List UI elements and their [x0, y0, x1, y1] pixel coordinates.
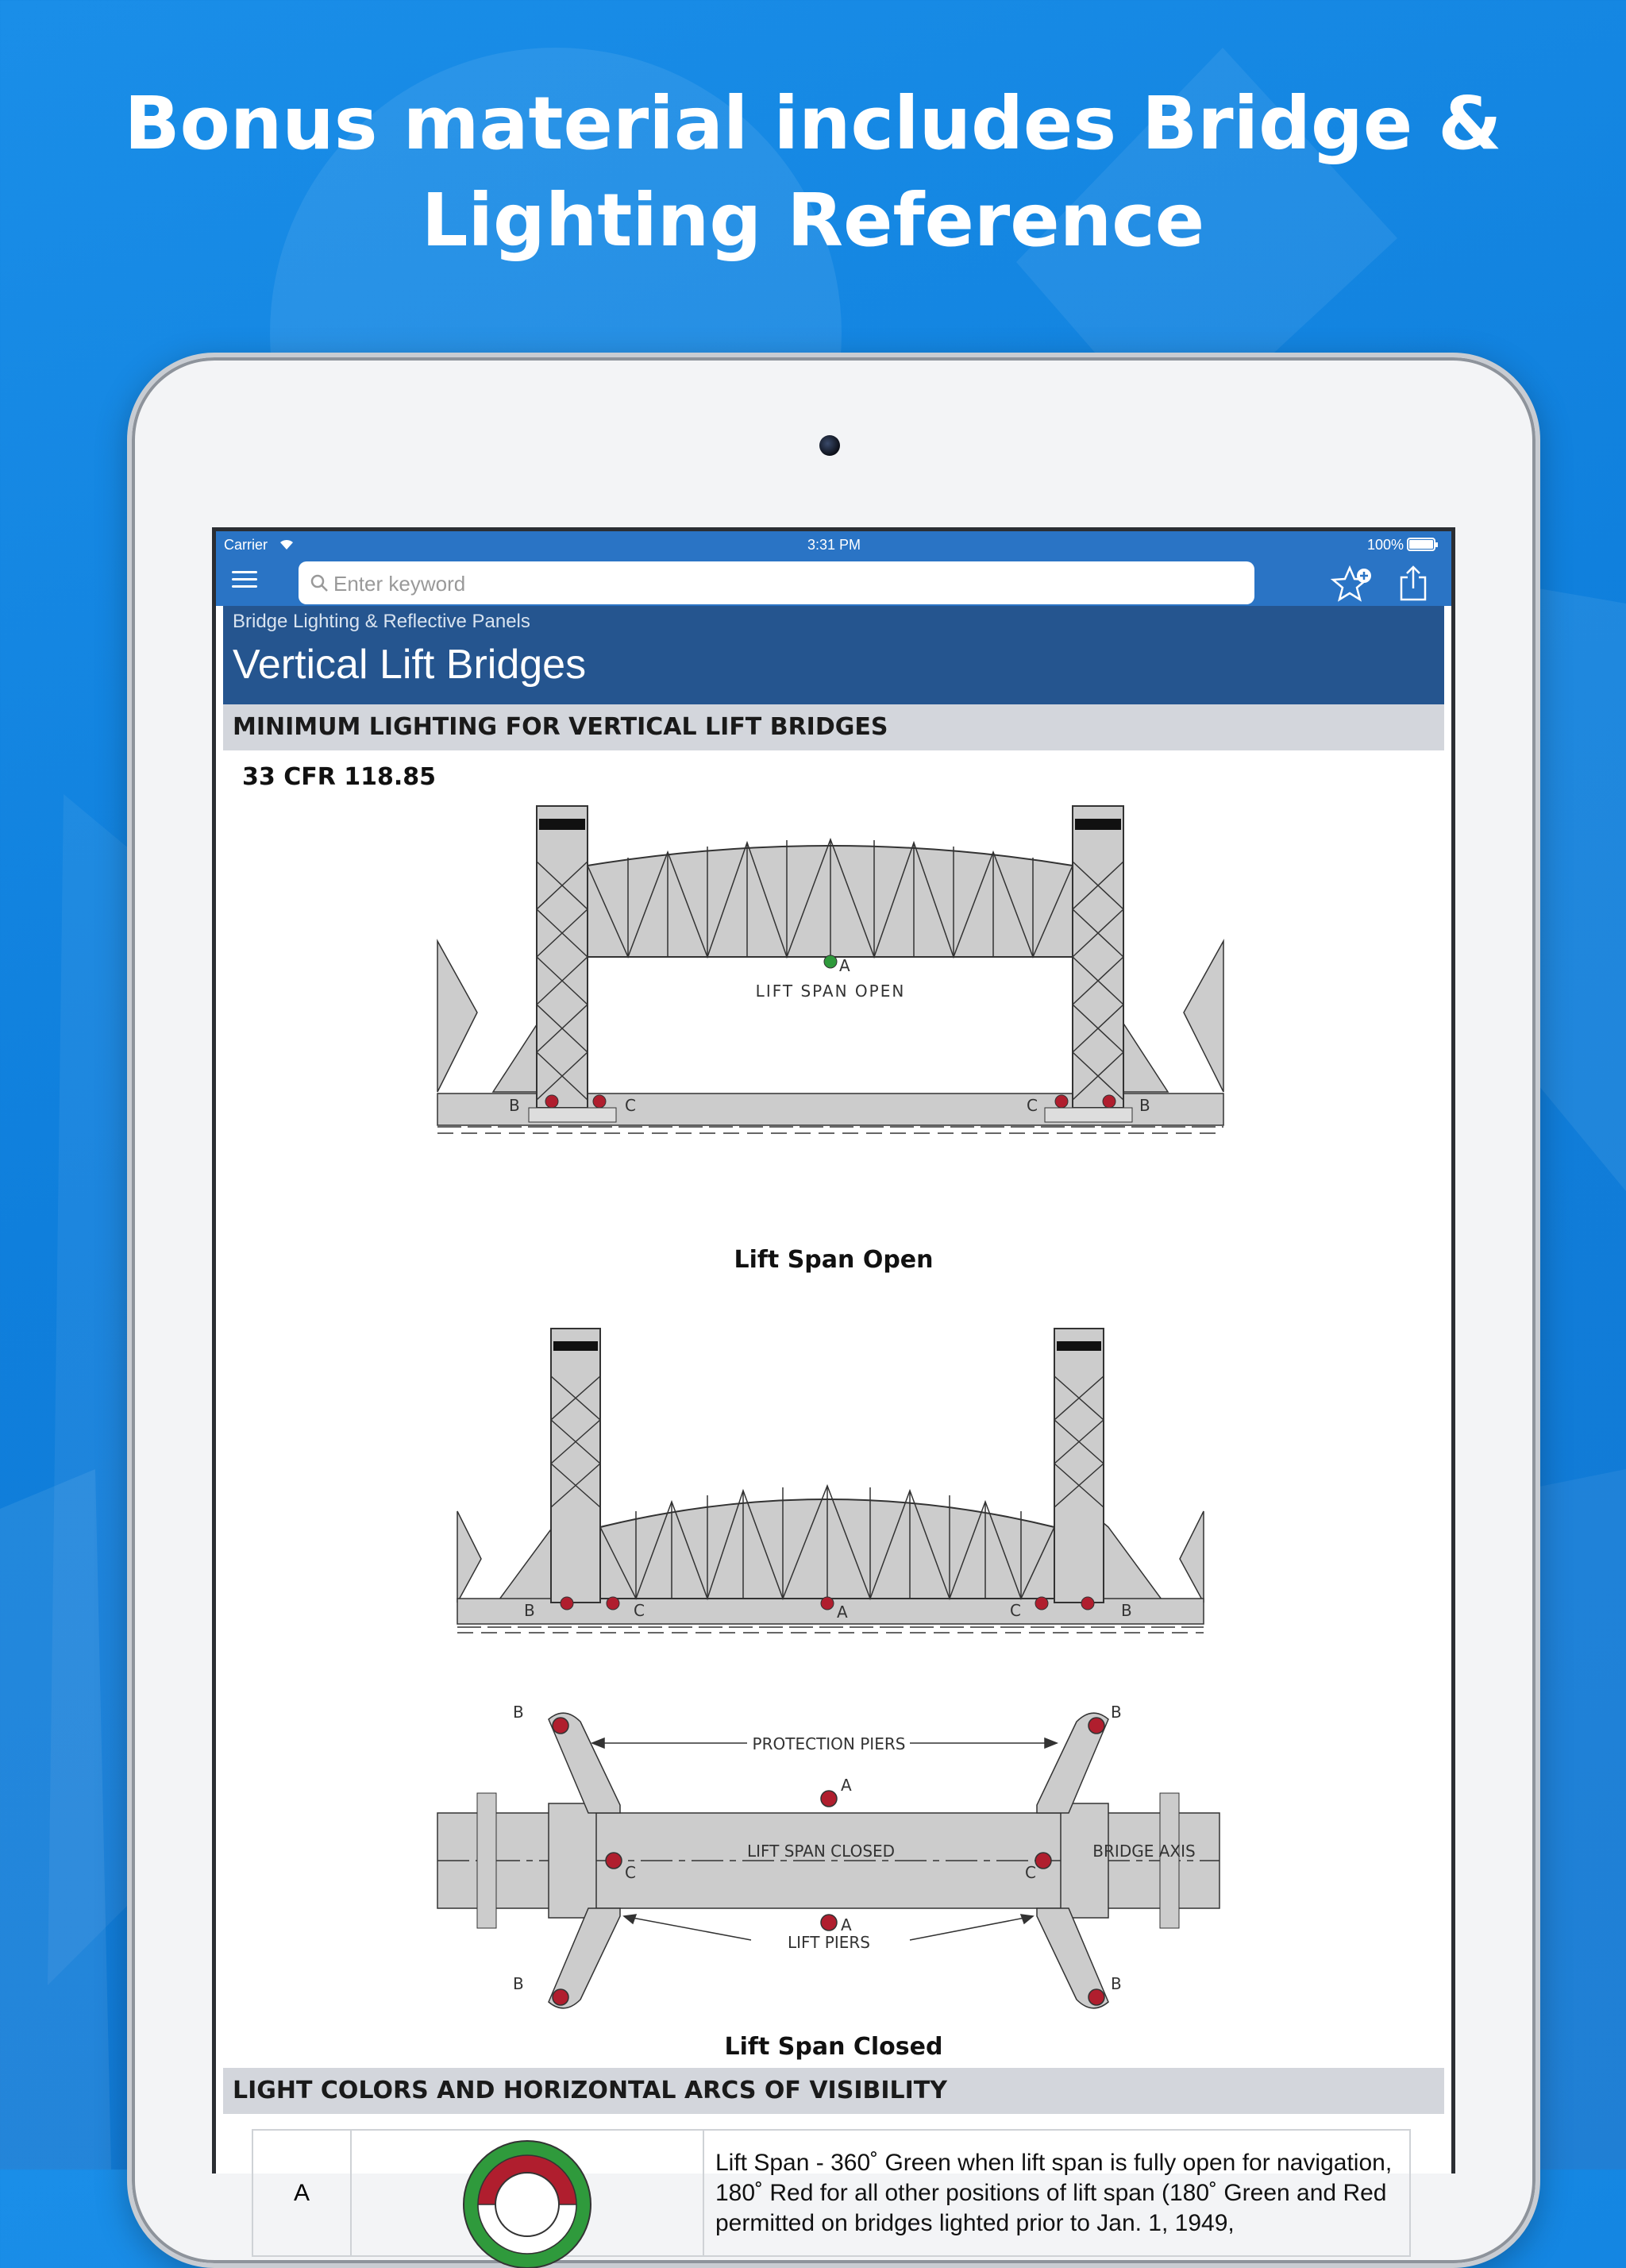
share-icon[interactable] — [1397, 565, 1429, 601]
lift-span-closed-label: LIFT SPAN CLOSED — [746, 1842, 896, 1861]
label-c: C — [1025, 1863, 1036, 1882]
search-bar[interactable] — [299, 561, 1254, 604]
toolbar — [216, 558, 1451, 606]
label-b: B — [513, 1703, 524, 1722]
battery-percent: 100% — [1367, 537, 1404, 553]
label-b: B — [1121, 1601, 1132, 1620]
table-row — [252, 2130, 1410, 2256]
promo-headline — [0, 75, 1626, 269]
wifi-icon — [278, 538, 295, 550]
caption-lift-span-open: Lift Span Open — [734, 1246, 934, 1274]
headline-line2: Lighting Reference — [421, 178, 1205, 263]
page-title: Vertical Lift Bridges — [233, 642, 587, 688]
label-b: B — [1139, 1096, 1150, 1115]
hamburger-icon[interactable] — [232, 571, 257, 592]
label-b: B — [509, 1096, 520, 1115]
label-b: B — [1111, 1703, 1122, 1722]
front-camera — [819, 435, 840, 456]
label-b: B — [513, 1974, 524, 1993]
lift-piers-label: LIFT PIERS — [788, 1933, 870, 1952]
label-c: C — [1027, 1096, 1038, 1115]
label-c: C — [625, 1863, 636, 1882]
protection-piers-label: PROTECTION PIERS — [752, 1734, 906, 1753]
label-a: A — [839, 956, 850, 975]
bridge-axis-label: BRIDGE AXIS — [1092, 1842, 1196, 1861]
label-a: A — [841, 1915, 852, 1934]
label-c: C — [634, 1601, 645, 1620]
page-header — [223, 606, 1444, 704]
cfr-reference: 33 CFR 118.85 — [242, 763, 437, 791]
headline-line1: Bonus material includes Bridge & — [124, 81, 1502, 166]
star-plus-icon[interactable] — [1331, 563, 1375, 603]
label-a: A — [841, 1776, 852, 1795]
arc-of-visibility-icon — [456, 2131, 599, 2251]
label-c: C — [1010, 1601, 1021, 1620]
lift-span-open-diagram — [437, 806, 1231, 1124]
table-cell-arc-diagram — [351, 2130, 703, 2256]
search-input[interactable] — [332, 561, 1240, 606]
lift-span-closed-plan-diagram — [437, 1702, 1223, 2004]
section-minimum-lighting: MINIMUM LIGHTING FOR VERTICAL LIFT BRIDGES — [223, 704, 1444, 750]
battery-icon — [1407, 538, 1439, 552]
lift-span-closed-elevation-diagram — [457, 1329, 1212, 1638]
app-screen — [212, 527, 1455, 2236]
content-area — [223, 606, 1444, 2236]
label-c: C — [625, 1096, 636, 1115]
status-bar — [216, 531, 1451, 558]
table-cell-description: Lift Span - 360˚ Green when lift span is fully open for navigation, 180˚ Red for all other positions of lift span (180˚ Green and Red permitted on bridges lighted prior to Jan. 1, 1949, — [703, 2130, 1410, 2256]
label-a: A — [837, 1603, 848, 1622]
lift-span-open-label: LIFT SPAN OPEN — [755, 982, 906, 1001]
breadcrumb[interactable]: Bridge Lighting & Reflective Panels — [233, 611, 530, 632]
carrier-label: Carrier — [224, 537, 268, 553]
lights-table — [252, 2129, 1411, 2257]
table-cell-letter: A — [252, 2130, 351, 2256]
magnifier-icon — [310, 573, 329, 592]
clock: 3:31 PM — [807, 537, 861, 553]
label-b: B — [524, 1601, 535, 1620]
section-light-colors: LIGHT COLORS AND HORIZONTAL ARCS OF VISIBILITY — [223, 2068, 1444, 2114]
caption-lift-span-closed: Lift Span Closed — [724, 2033, 943, 2061]
label-b: B — [1111, 1974, 1122, 1993]
